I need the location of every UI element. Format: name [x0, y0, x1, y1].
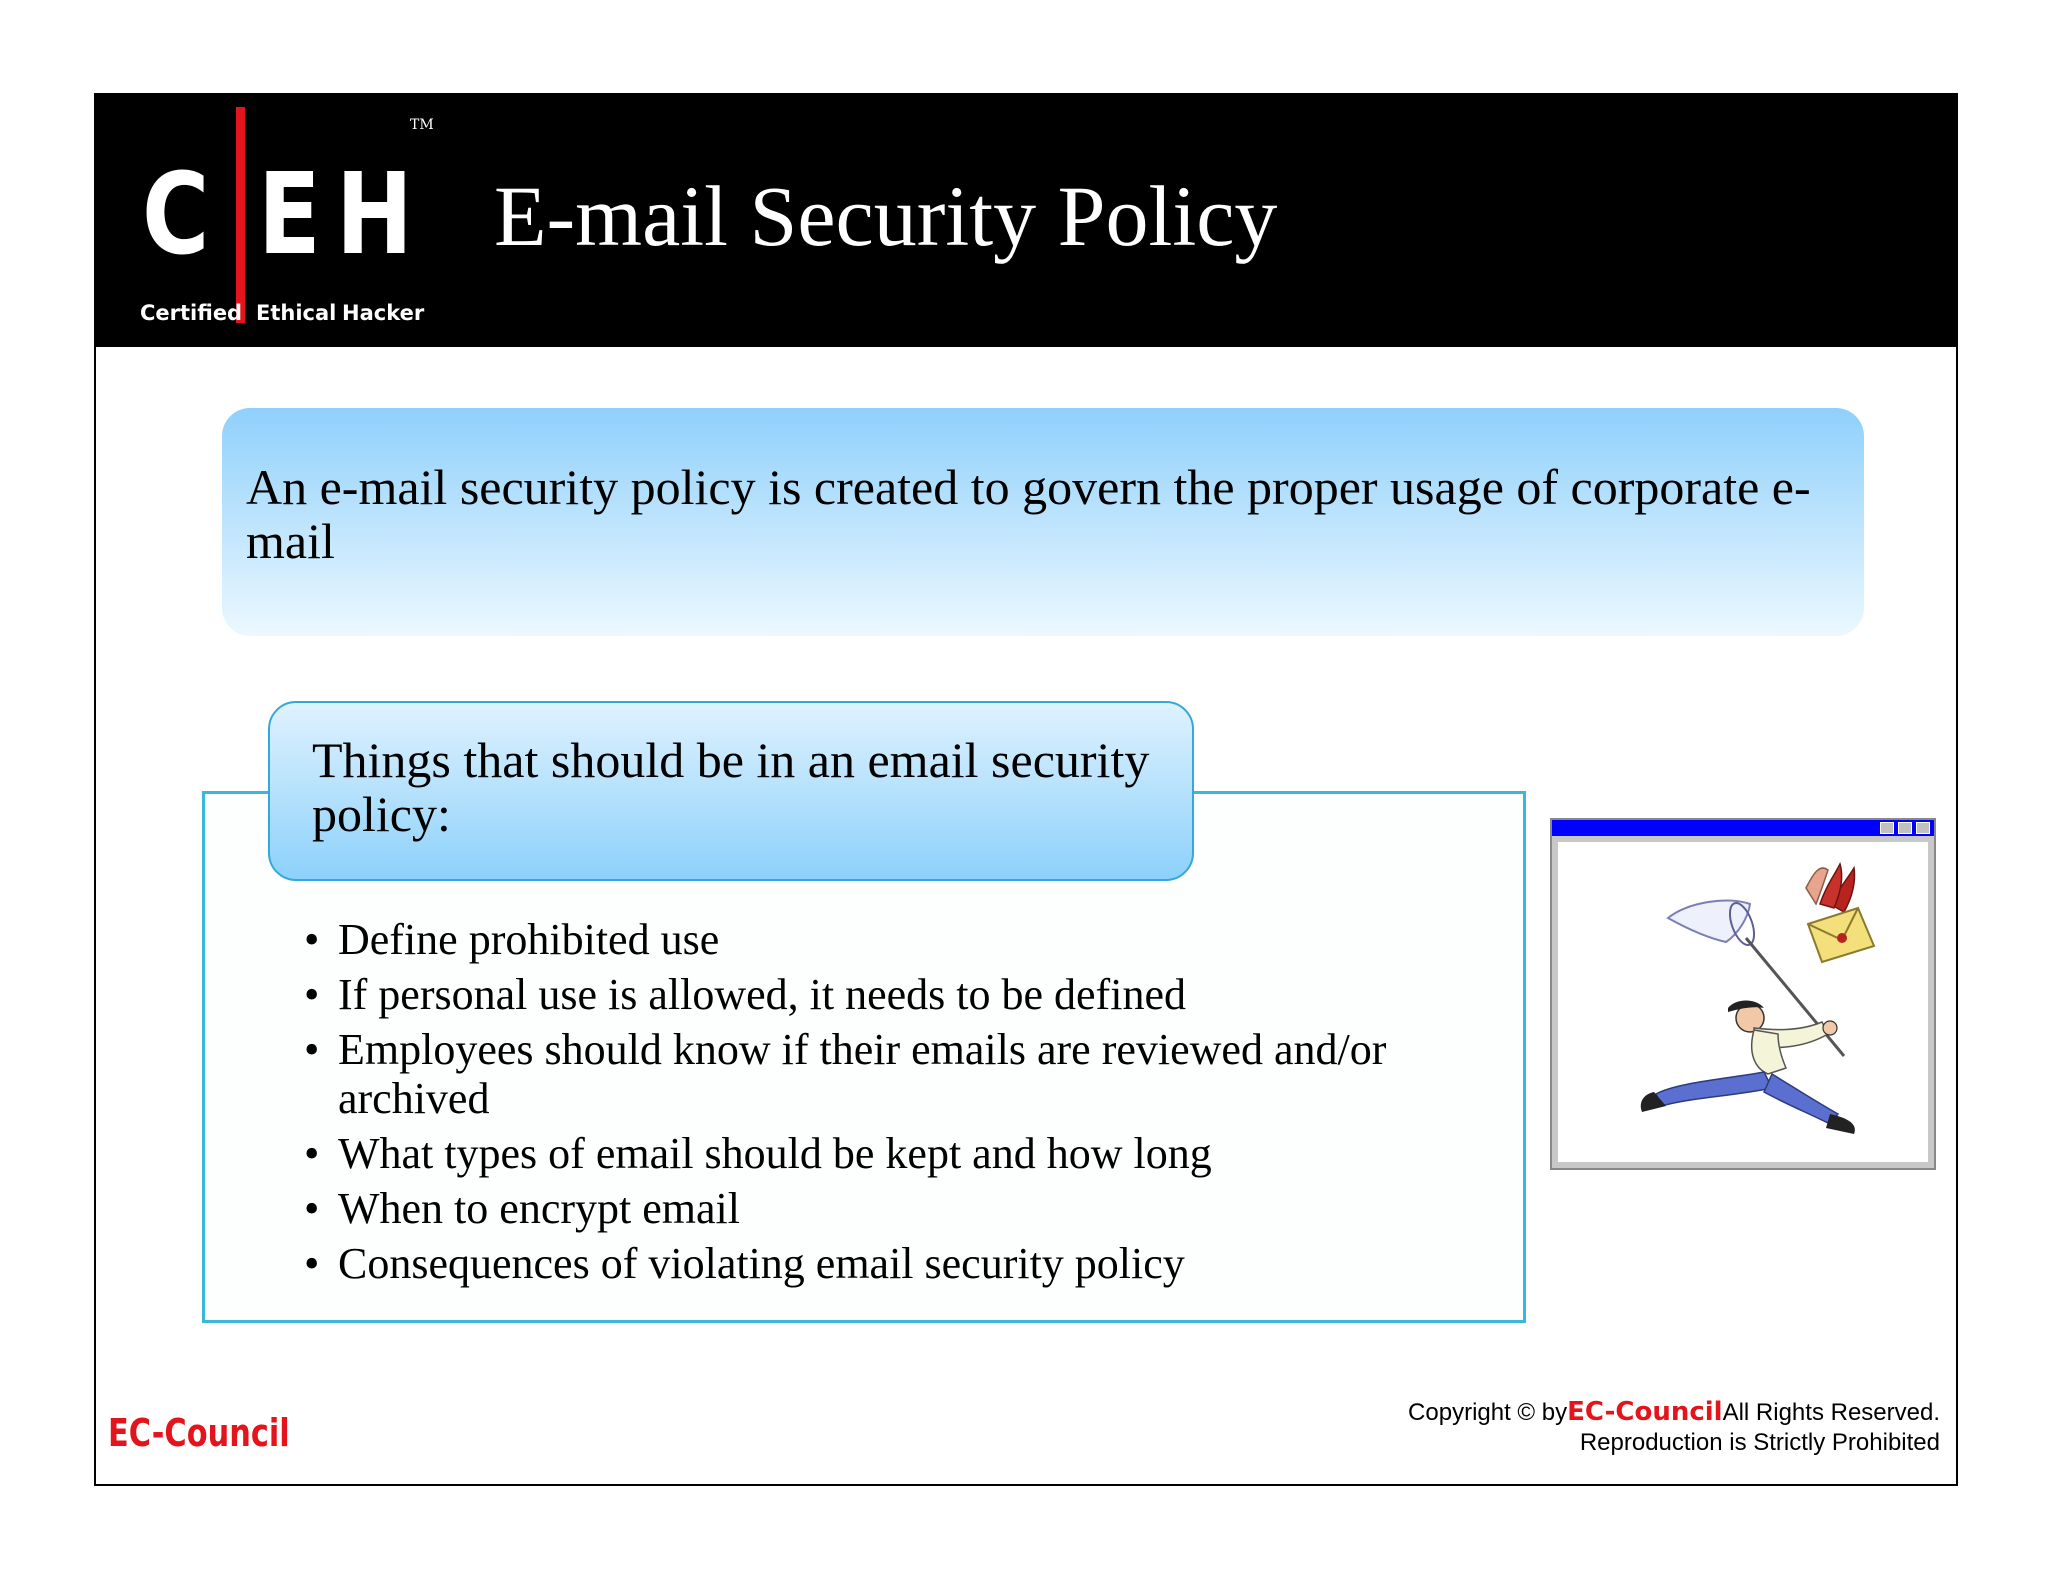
logo-letter-e: E [258, 150, 321, 280]
list-item: • Define prohibited use [304, 915, 1484, 964]
close-icon [1916, 822, 1930, 834]
logo-letter-c: C [142, 150, 210, 280]
footer-brand-logo: EC-Council [108, 1411, 290, 1455]
list-item: • If personal use is allowed, it needs to be defined [304, 970, 1484, 1019]
trademark-mark: TM [410, 117, 434, 133]
list-item: • What types of email should be kept and how long [304, 1129, 1484, 1178]
illustration-window [1550, 818, 1936, 1170]
logo-word-ethical: Ethical [256, 301, 337, 325]
list-item: • Employees should know if their emails are reviewed and/or archived [304, 1025, 1484, 1123]
ceh-logo [140, 107, 440, 337]
copyright-line [1408, 1397, 1940, 1428]
subheading-text: Things that should be in an email security policy: [312, 732, 1150, 842]
logo-letter-h: H [336, 150, 413, 280]
intro-callout [222, 408, 1864, 636]
logo-word-certified: Certified [140, 301, 243, 325]
minimize-icon [1880, 822, 1894, 834]
copyright-notice [1408, 1397, 1940, 1458]
intro-text: An e-mail security policy is created to govern the proper usage of corporate e-mail [246, 459, 1811, 569]
copyright-brand: EC-Council [1567, 1397, 1723, 1427]
list-item: • When to encrypt email [304, 1184, 1484, 1233]
logo-red-bar [236, 107, 245, 323]
man-chasing-email-with-net-icon [1558, 842, 1920, 1160]
copyright-suffix: All Rights Reserved. [1722, 1399, 1940, 1426]
header-bar [96, 95, 1956, 347]
subheading-callout [268, 701, 1194, 881]
reproduction-notice: Reproduction is Strictly Prohibited [1579, 1429, 1940, 1456]
window-titlebar [1552, 820, 1934, 836]
policy-bullet-list [304, 915, 1484, 1294]
page-title: E-mail Security Policy [494, 168, 1278, 264]
window-frame [1552, 836, 1934, 1168]
copyright-prefix: Copyright © by [1408, 1399, 1568, 1426]
list-item: • Consequences of violating email security policy [304, 1239, 1484, 1288]
maximize-icon [1898, 822, 1912, 834]
logo-word-hacker: Hacker [342, 301, 425, 325]
slide [94, 93, 1958, 1486]
